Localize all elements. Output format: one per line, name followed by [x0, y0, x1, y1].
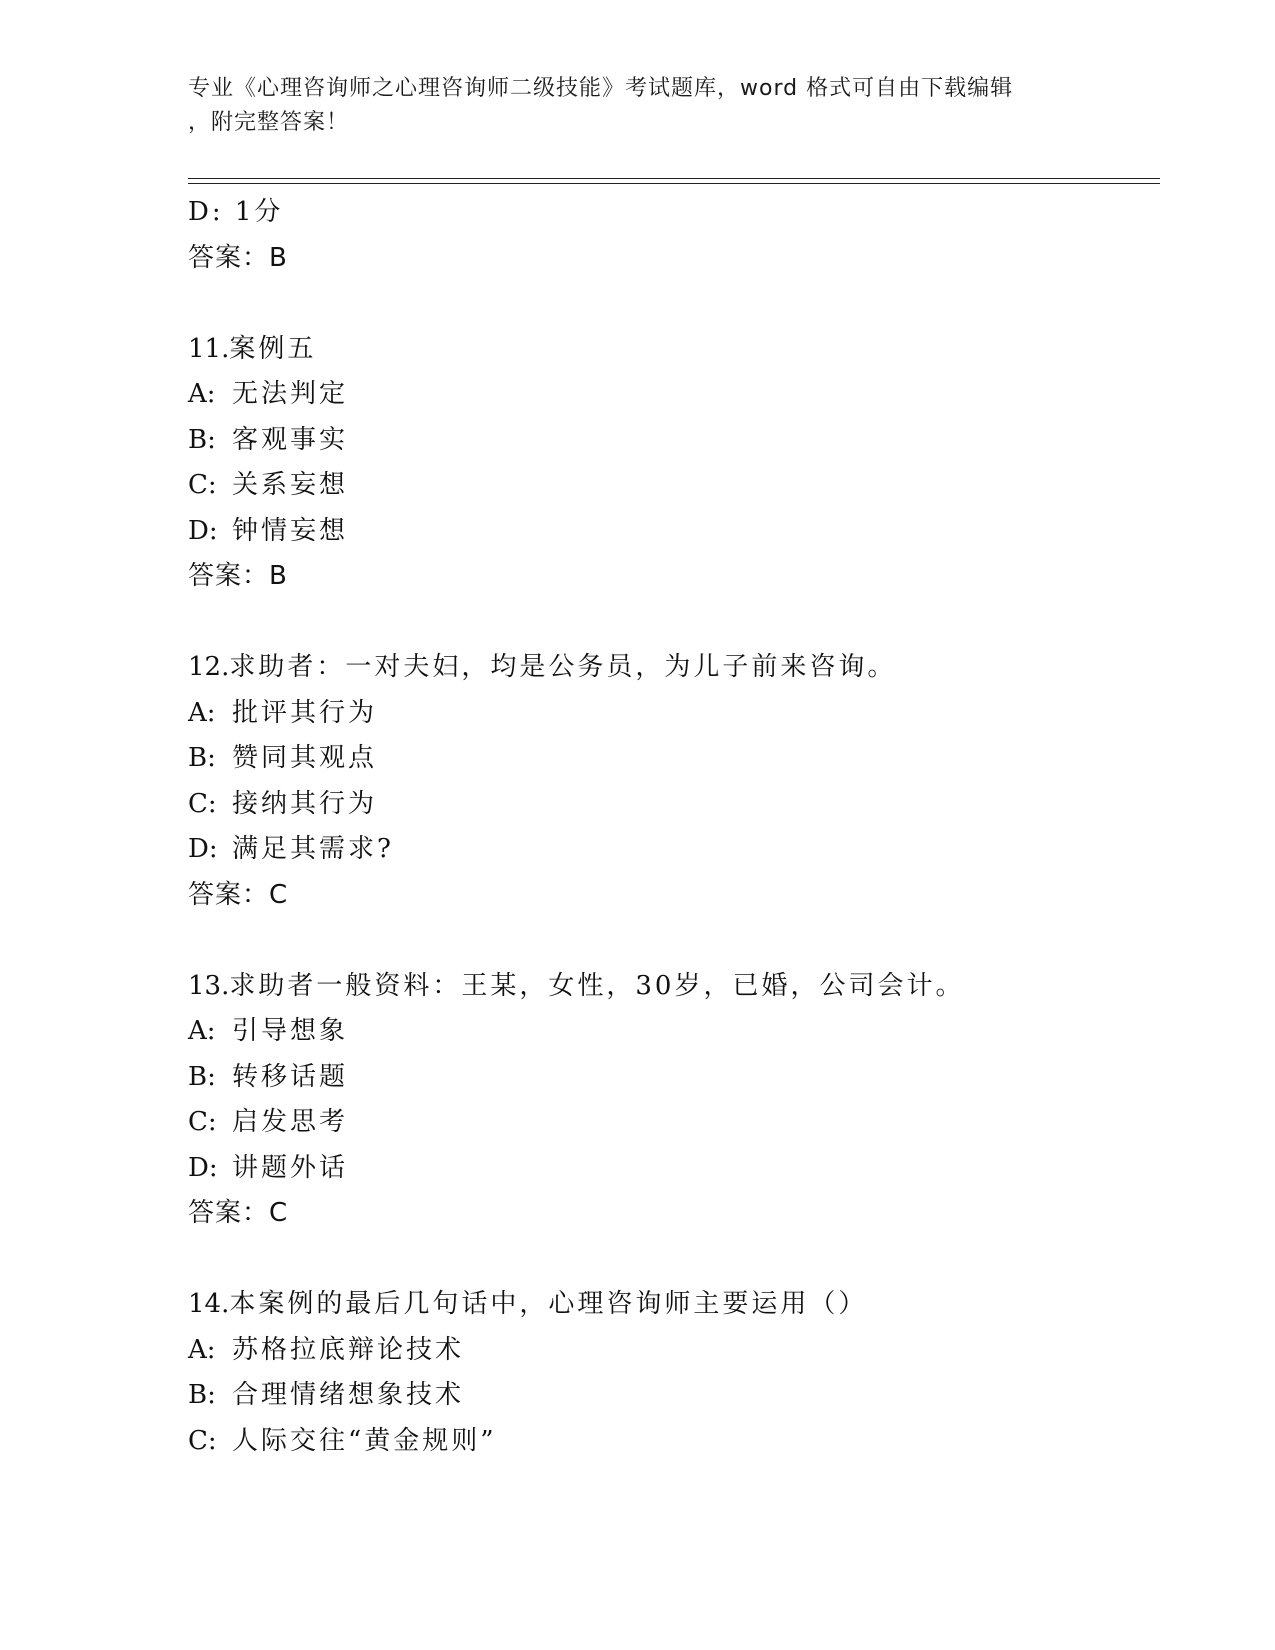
prev-answer: 答案：B: [188, 242, 288, 273]
option-text: 无法判定: [232, 379, 349, 409]
question-13: [188, 964, 1148, 1237]
question-text: 求助者：一对夫妇，均是公务员，为儿子前来咨询。: [229, 652, 897, 682]
option-c: [188, 463, 1148, 509]
option-a: [188, 1328, 1148, 1374]
prev-option-d: D: 1分: [188, 197, 284, 227]
option-text: 苏格拉底辩论技术: [232, 1334, 465, 1365]
question-number: 11.: [188, 333, 230, 364]
spacer: [188, 281, 1148, 327]
option-key: A:: [188, 1334, 216, 1365]
option-b: [188, 736, 1148, 782]
option-text: 引导想象: [232, 1016, 349, 1046]
option-c: [188, 1100, 1148, 1146]
option-c: [188, 1419, 1148, 1465]
option-d: [188, 1146, 1148, 1192]
question-stem: [188, 1282, 1148, 1328]
question-list: [188, 190, 1148, 1464]
header-line-2: ，附完整答案！: [188, 110, 350, 135]
option-key: D:: [188, 834, 218, 864]
question-number: 14.: [188, 1289, 230, 1319]
option-text: 批评其行为: [232, 697, 378, 728]
question-11: [188, 327, 1148, 600]
option-a: [188, 691, 1148, 737]
answer: 答案：B: [188, 561, 288, 591]
option-text: 合理情绪想象技术: [232, 1380, 465, 1410]
header-divider-top: [188, 178, 1160, 179]
spacer: [188, 918, 1148, 964]
question-text: 求助者一般资料：王某，女性，30岁，已婚，公司会计。: [229, 970, 965, 1001]
option-text: 讲题外话: [232, 1152, 349, 1183]
header-divider-bottom: [188, 183, 1160, 184]
answer: 答案：C: [188, 879, 289, 910]
option-key: C:: [188, 1425, 217, 1456]
header-line-1: 专业《心理咨询师之心理咨询师二级技能》考试题库，word 格式可自由下载编辑: [188, 76, 1014, 101]
option-key: A:: [188, 1016, 216, 1046]
option-key: C:: [188, 470, 217, 500]
option-text: 接纳其行为: [232, 788, 378, 819]
option-text: 关系妄想: [232, 470, 349, 500]
option-b: [188, 1055, 1148, 1101]
question-stem: [188, 964, 1148, 1010]
spacer: [188, 600, 1148, 646]
option-key: C:: [188, 788, 217, 819]
question-12: [188, 645, 1148, 918]
option-b: [188, 1373, 1148, 1419]
document-header: [188, 72, 1068, 140]
option-key: A:: [188, 379, 216, 409]
option-c: [188, 782, 1148, 828]
question-stem: [188, 327, 1148, 373]
option-key: C:: [188, 1107, 217, 1137]
option-text: 客观事实: [232, 424, 349, 455]
option-text: 人际交往“黄金规则”: [232, 1425, 497, 1456]
option-a: [188, 1009, 1148, 1055]
option-key: B:: [188, 743, 216, 773]
option-key: D:: [188, 515, 218, 546]
question-text: 本案例的最后几句话中，心理咨询师主要运用（）: [229, 1289, 868, 1319]
question-number: 12.: [188, 652, 230, 682]
question-text: 案例五: [229, 333, 317, 364]
option-text: 赞同其观点: [232, 743, 378, 773]
option-text: 启发思考: [232, 1107, 349, 1137]
option-b: [188, 418, 1148, 464]
answer: 答案：C: [188, 1198, 289, 1228]
spacer: [188, 1237, 1148, 1283]
option-a: [188, 372, 1148, 418]
option-d: [188, 509, 1148, 555]
option-text: 钟情妄想: [232, 515, 349, 546]
option-key: B:: [188, 1061, 216, 1092]
question-stem: [188, 645, 1148, 691]
option-text: 满足其需求?: [232, 834, 394, 864]
option-key: B:: [188, 1380, 216, 1410]
question-number: 13.: [188, 970, 230, 1001]
option-d: [188, 827, 1148, 873]
question-14: [188, 1282, 1148, 1464]
option-key: B:: [188, 424, 216, 455]
option-key: D:: [188, 1152, 218, 1183]
option-key: A:: [188, 697, 216, 728]
option-text: 转移话题: [232, 1061, 349, 1092]
